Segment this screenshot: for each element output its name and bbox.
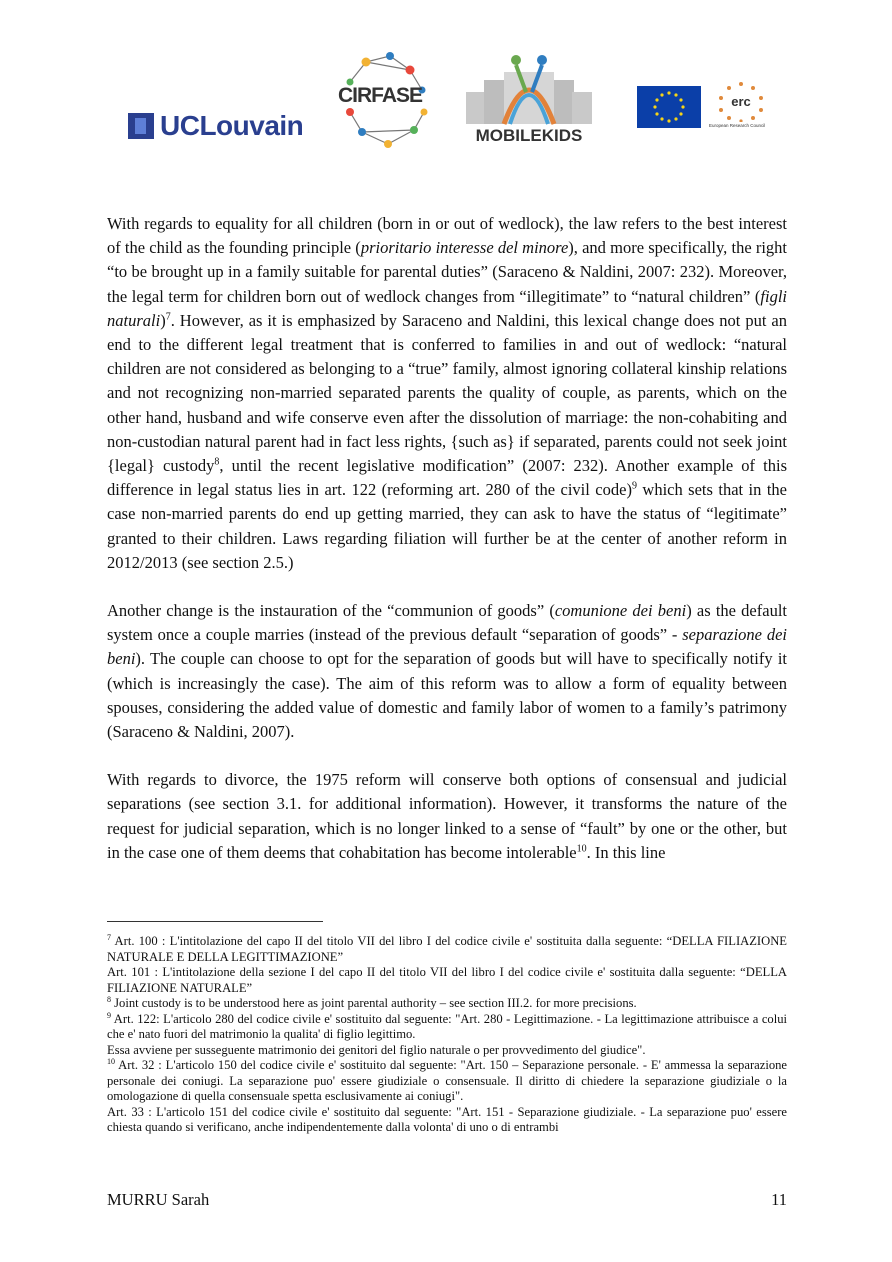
- uclouvain-wordmark: UCLouvain: [160, 110, 304, 141]
- italic-term: figli naturali: [107, 286, 787, 330]
- footnote-number: 9: [107, 1010, 111, 1020]
- cirfase-wordmark: CIRFASE: [338, 84, 423, 107]
- text-run: With regards to divorce, the 1975 reform will conserve both options of consensual and judicial separations (see section 3.1. for additional information). However, it transforms the nature of the request for judicial separation, which is no longer linked to a sense of “fault” by one or the other, but in the case one of them deems that cohabitation has become intolerable: [107, 770, 787, 862]
- eu-flag-logo: [637, 86, 701, 128]
- body-paragraph: [107, 768, 787, 865]
- eu-stars-icon: [637, 86, 701, 128]
- footnote-text: Essa avviene per susseguente matrimonio dei genitori del figlio naturale o per provvedimento del giudice".: [107, 1042, 646, 1057]
- header-logos: [0, 50, 892, 160]
- footnote-text: Joint custody is to be understood here as joint parental authority – see section III.2. for more precisions.: [111, 996, 637, 1010]
- text-run: which sets that in the case non-married parents do end up getting married, they can ask to have the status of “legitimate” granted to their children. Laws regarding filiation will further be at the center of another reform in 2012/2013 (see section 2.5.): [107, 480, 787, 572]
- footnote: [107, 996, 787, 1012]
- footnote-text: Art. 33 : L'articolo 151 del codice civile e' sostituito dal seguente: "Art. 151 - Separazione giudiziale. - La separazione puo' essere chiesta quando si verificano, anche indipendentemente dalla volonta' di uno o di entrambi: [107, 1104, 787, 1134]
- footnotes: [107, 934, 787, 1136]
- footnote-text: Art. 122: L'articolo 280 del codice civile e' sostituito dal seguente: "Art. 280 - Legittimazione. - La legittimazione attribuisce a colui che e' nato fuori del matrimonio la qualita' di figlio legittimo.: [107, 1011, 787, 1041]
- footnote-text: Art. 32 : L'articolo 150 del codice civile e' sostituito dal seguente: "Art. 150 – Separazione personale. - E' ammessa la separazione personale dei coniugi. La separazione puo' essere giudiziale o consensuale. Il diritto di chiedere la separazione giudiziale o la omologazione di quella consensuale spetta esclusivamente ai coniugi".: [107, 1058, 787, 1103]
- erc-caption: European Research Council: [709, 123, 766, 128]
- footnote-ref: 7: [165, 311, 171, 323]
- body-paragraph: [107, 599, 787, 744]
- footnote-ref: 9: [631, 480, 637, 492]
- body-paragraph: [107, 212, 787, 575]
- footnote-ref: 8: [214, 456, 220, 468]
- footnote: [107, 934, 787, 965]
- erc-dots-icon: [707, 80, 775, 122]
- footnote: [107, 1058, 787, 1105]
- footnote: [107, 1012, 787, 1043]
- text-run: ) as the default system once a couple marries (instead of the previous default “separation of goods” -: [107, 601, 787, 645]
- body-text: [107, 212, 787, 889]
- mobilekids-wordmark: MOBILEKIDS: [475, 126, 583, 145]
- footnote-number: 8: [107, 994, 111, 1004]
- italic-term: prioritario interesse del minore: [360, 238, 569, 258]
- text-run: With regards to equality for all children (born in or out of wedlock), the law refers to the best interest of the child as the founding principle (: [107, 214, 787, 258]
- page-number: 11: [771, 1190, 787, 1209]
- italic-term: comunione dei beni: [554, 601, 687, 621]
- uclouvain-logo: [128, 110, 303, 142]
- footnote: [107, 1043, 787, 1059]
- text-run: ): [160, 310, 166, 330]
- footer-author: MURRU Sarah: [107, 1190, 210, 1209]
- footnote-ref: 10: [576, 843, 587, 855]
- text-run: , until the recent legislative modification” (2007: 232). Another example of this difference in legal status lies in art. 122 (reforming art. 280 of the civil code): [107, 456, 787, 500]
- footnote-number: 10: [107, 1056, 115, 1066]
- svg-text:erc: erc: [731, 94, 751, 109]
- footnote: [107, 1105, 787, 1136]
- text-run: ), and more specifically, the right “to be brought up in a family suitable for parental duties” (Saraceno & Naldini, 2007: 232). Moreover, the legal term for children born out of wedlock changes from “illegitimate” to “natural children” (: [107, 238, 787, 306]
- cirfase-logo: [338, 50, 430, 150]
- footnote-text: Art. 101 : L'intitolazione della sezione I del capo II del titolo VII del libro I del codice civile e' sostituita dalla seguente: “DELLA FILIAZIONE NATURALE”: [107, 965, 787, 995]
- mobilekids-logo: [460, 52, 598, 152]
- text-run: . However, as it is emphasized by Saraceno and Naldini, this lexical change does not put an end to the different legal treatment that is conferred to families in and out of wedlock: “natural children are not considered as belonging to a “true” family, almost ignoring collateral kinship relations and not recognizing non-married separated parents the quality of couple, as parents, which on the other hand, husband and wife conserve even after the dissolution of marriage: the non-cohabiting and non-custodian natural parent had in fact less rights, {such as} if separated, parents could not seek joint {legal} custody: [107, 310, 787, 476]
- erc-logo: [707, 80, 775, 136]
- footnote-number: 7: [107, 932, 111, 942]
- text-run: ). The couple can choose to opt for the separation of goods but will have to specifically notify it (which is increasingly the case). The aim of this reform was to allow a form of equality between spouses, considering the added value of domestic and family labor of women to a family’s patrimony (Saraceno & Naldini, 2007).: [107, 649, 787, 742]
- footnote: [107, 965, 787, 996]
- italic-term: separazione dei beni: [107, 625, 787, 669]
- text-run: . In this line: [586, 842, 666, 862]
- mobilekids-buildings-icon: [460, 52, 598, 126]
- text-run: Another change is the instauration of the “communion of goods” (: [107, 601, 555, 621]
- uclouvain-mark-icon: [128, 113, 154, 139]
- footnote-separator: [107, 921, 323, 922]
- footnote-text: Art. 100 : L'intitolazione del capo II del titolo VII del libro I del codice civile e' sostituita dalla seguente: “DELLA FILIAZIONE NATURALE E DELLA LEGITTIMAZIONE”: [107, 934, 787, 964]
